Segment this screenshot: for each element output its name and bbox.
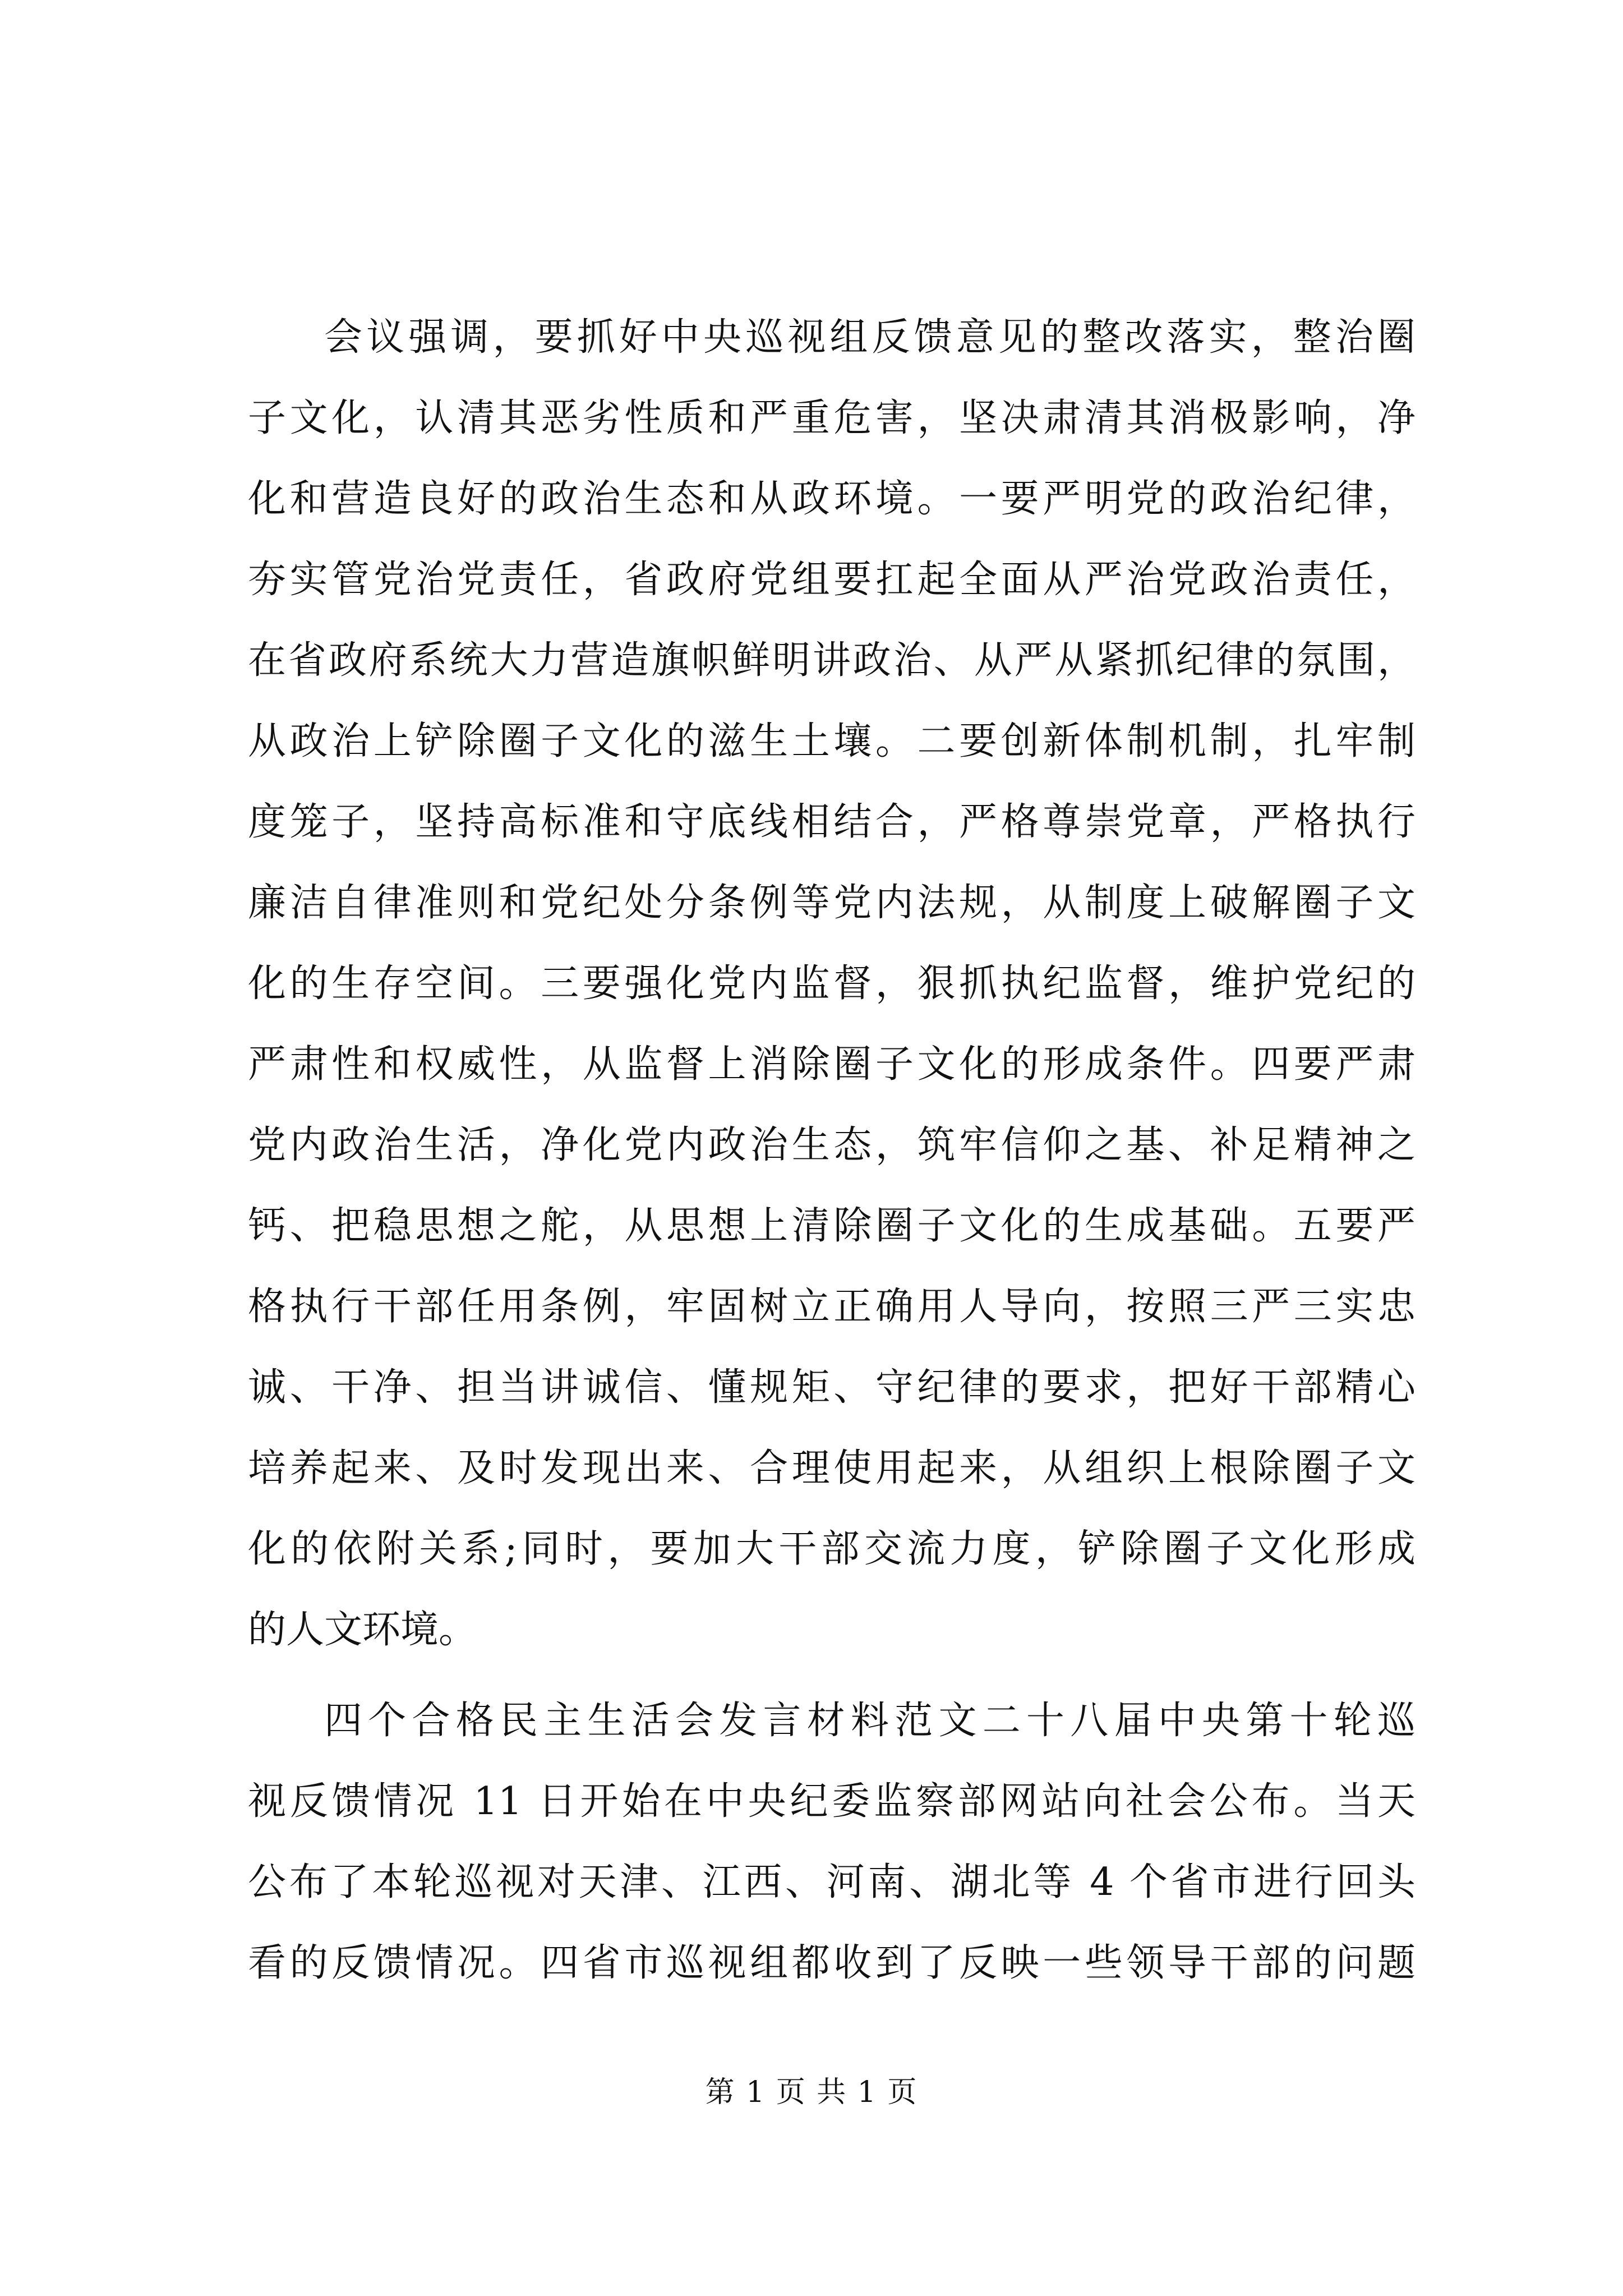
text-line: 诚、干净、担当讲诚信、懂规矩、守纪律的要求，把好干部精心 — [248, 1365, 1415, 1410]
text-line: 的人文环境。 — [248, 1608, 477, 1652]
text-line: 夯实管党治党责任，省政府党组要扛起全面从严治党政治责任， — [248, 558, 1415, 602]
text-line: 视反馈情况 11 日开始在中央纪委监察部网站向社会公布。当天 — [248, 1779, 1415, 1824]
text-line: 看的反馈情况。四省市巡视组都收到了反映一些领导干部的问题 — [248, 1941, 1415, 1985]
paragraph-spacer — [248, 1671, 1415, 1681]
text-line: 钙、把稳思想之舵，从思想上清除圈子文化的生成基础。五要严 — [248, 1204, 1415, 1248]
text-line: 格执行干部任用条例，牢固树立正确用人导向，按照三严三实忠 — [248, 1285, 1415, 1329]
text-line: 化和营造良好的政治生态和从政环境。一要严明党的政治纪律， — [248, 477, 1415, 521]
text-line: 化的依附关系;同时，要加大干部交流力度，铲除圈子文化形成 — [248, 1527, 1415, 1571]
text-line: 党内政治生活，净化党内政治生态，筑牢信仰之基、补足精神之 — [248, 1123, 1415, 1167]
text-line: 公布了本轮巡视对天津、江西、河南、湖北等 4 个省市进行回头 — [248, 1860, 1415, 1904]
text-line: 严肃性和权威性，从监督上消除圈子文化的形成条件。四要严肃 — [248, 1042, 1415, 1087]
text-line: 子文化，认清其恶劣性质和严重危害，坚决肃清其消极影响，净 — [248, 396, 1415, 440]
text-line: 度笼子，坚持高标准和守底线相结合，严格尊崇党章，严格执行 — [248, 800, 1415, 844]
text-line: 在省政府系统大力营造旗帜鲜明讲政治、从严从紧抓纪律的氛围， — [248, 638, 1415, 683]
text-line: 化的生存空间。三要强化党内监督，狠抓执纪监督，维护党纪的 — [248, 961, 1415, 1006]
page-footer: 第 1 页 共 1 页 — [705, 2076, 918, 2109]
paragraph-2 — [248, 1681, 1415, 2004]
text-line: 廉洁自律准则和党纪处分条例等党内法规，从制度上破解圈子文 — [248, 881, 1415, 925]
text-line: 四个合格民主生活会发言材料范文二十八届中央第十轮巡 — [324, 1699, 1415, 1743]
text-line: 从政治上铲除圈子文化的滋生土壤。二要创新体制机制，扎牢制 — [248, 719, 1415, 763]
paragraph-1 — [248, 297, 1415, 1671]
text-line: 培养起来、及时发现出来、合理使用起来，从组织上根除圈子文 — [248, 1446, 1415, 1490]
document-body — [248, 297, 1415, 2004]
text-line: 会议强调，要抓好中央巡视组反馈意见的整改落实，整治圈 — [324, 315, 1415, 360]
